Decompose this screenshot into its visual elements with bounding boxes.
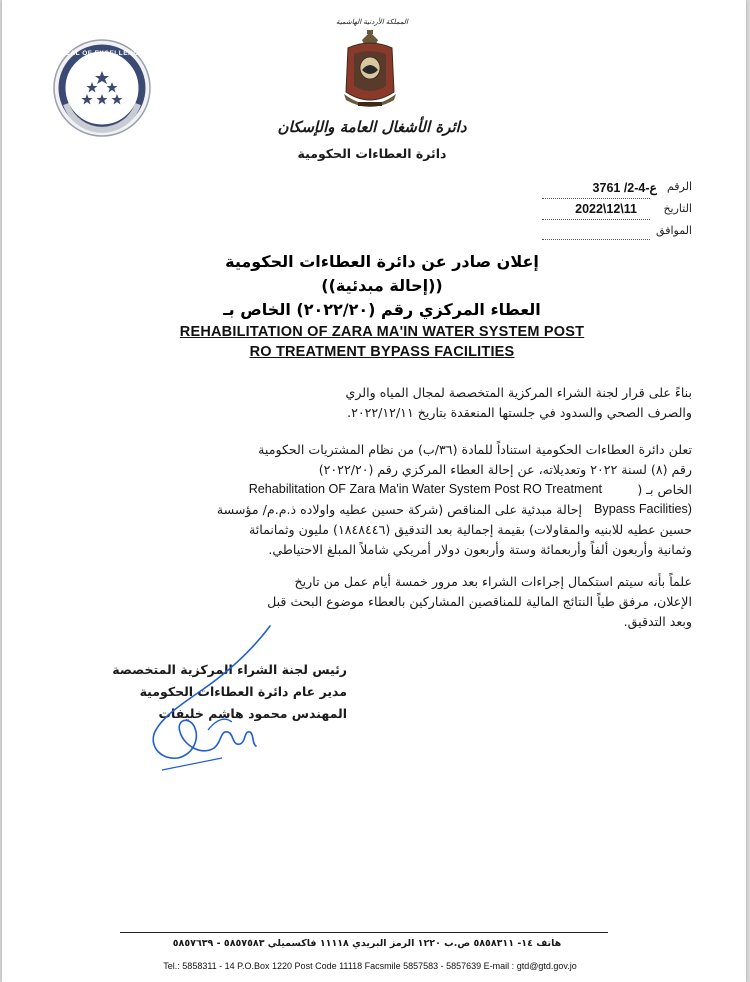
signatory-title-2: مدير عام دائرة العطاءات الحكومية (139, 684, 347, 699)
paragraph-2-line-4-en: Bypass Facilities) (594, 502, 692, 516)
ref-hijri-label: الموافق (656, 224, 692, 237)
ref-date-label: التاريخ (663, 202, 692, 215)
ref-date-value: 2022\12\11 (575, 202, 637, 216)
footer-contact-ar: هاتف ١٤- ٥٨٥٨٣١١ ص.ب ١٢٢٠ الرمز البريدي ١١١١٨ فاكسميلي ٥٨٥٧٥٨٣ - ٥٨٥٧٦٣٩ (172, 938, 562, 949)
paragraph-2-line-3-en: Rehabilitation OF Zara Ma'in Water System Post RO Treatment (248, 482, 602, 496)
paragraph-2-line-2: رقم (٨) لسنة ٢٠٢٢ وتعديلاته، عن إحالة العطاء المركزي رقم (٢٠٢٢/٢٠) (318, 462, 692, 477)
ministry-name: دائرة الأشغال العامة والإسكان (277, 118, 467, 136)
ref-hijri-underline (542, 239, 650, 240)
paragraph-3-line-2: الإعلان، مرفق طياً النتائج المالية للمناقصين المشاركين بالعطاء موضوع البحث قبل (267, 594, 692, 609)
ref-date-underline (542, 219, 650, 220)
paragraph-2-line-6: وثمانية وأربعون ألفاً وأربعمائة وستة وأربعون دولار أمريكي شاملاً المبلغ الاحتياطي. (268, 542, 692, 557)
footer-divider (120, 932, 608, 933)
tender-number-line: العطاء المركزي رقم (٢٠٢٢/٢٠) الخاص بـ (223, 300, 541, 319)
paragraph-2-line-4-ar: إحالة مبدئية على المناقص (شركة حسين عطيه واولاده ذ.م.م/ مؤسسة (216, 502, 582, 517)
coat-of-arms-icon (340, 30, 400, 114)
announcement-title: إعلان صادر عن دائرة العطاءات الحكومية (225, 252, 539, 271)
tender-title-en-line1: REHABILITATION OF ZARA MA'IN WATER SYSTEM POST (179, 324, 585, 340)
ref-number-value: 3761 /2-4-ع (592, 181, 657, 195)
paragraph-2-line-3-ar: الخاص بـ ( (637, 482, 692, 497)
paragraph-2-line-5: حسين عطيه للابنيه والمقاولات) بقيمة إجمالية بعد التدقيق (١٨٤٨٤٤٦) مليون وثمانمائة (249, 522, 692, 537)
emblem-caption: المملكة الأردنية الهاشمية (335, 18, 409, 26)
paragraph-2-line-1: تعلن دائرة العطاءات الحكومية استناداً للمادة (٣٦/ب) من نظام المشتريات الحكومية (258, 442, 692, 457)
handwritten-signature (142, 620, 282, 780)
footer-contact-en: Tel.: 5858311 - 14 P.O.Box 1220 Post Code 11118 Facsmile 5857583 - 5857639 E-mail : gtd@gtd.gov.jo (163, 961, 577, 971)
paragraph-3-line-3: وبعد التدقيق. (623, 614, 692, 629)
seal-caption: SEAL OF EXCELLENCE (60, 50, 144, 57)
tender-title-en-line2: RO TREATMENT BYPASS FACILITIES (249, 344, 515, 360)
department-name: دائرة العطاءات الحكومية (297, 146, 447, 161)
announcement-subtitle: ((إحالة مبدئية)) (321, 276, 443, 295)
document-page (2, 0, 746, 982)
signatory-name: المهندس محمود هاشم خليفات (158, 706, 347, 721)
ref-number-label: الرقم (666, 180, 692, 193)
seal-of-excellence (52, 38, 152, 138)
paragraph-3-line-1: علماً بأنه سيتم استكمال إجراءات الشراء بعد مرور خمسة أيام عمل من تاريخ (294, 574, 692, 589)
paragraph-1-line-1: بناءً على قرار لجنة الشراء المركزية المتخصصة لمجال المياه والري (345, 385, 692, 400)
paragraph-1-line-2: والصرف الصحي والسدود في جلستها المنعقدة بتاريخ ٢٠٢٢/١٢/١١. (347, 405, 692, 420)
ref-number-underline (542, 198, 650, 199)
signatory-title-1: رئيس لجنة الشراء المركزية المتخصصة (112, 662, 347, 677)
jordan-emblem (340, 30, 400, 114)
